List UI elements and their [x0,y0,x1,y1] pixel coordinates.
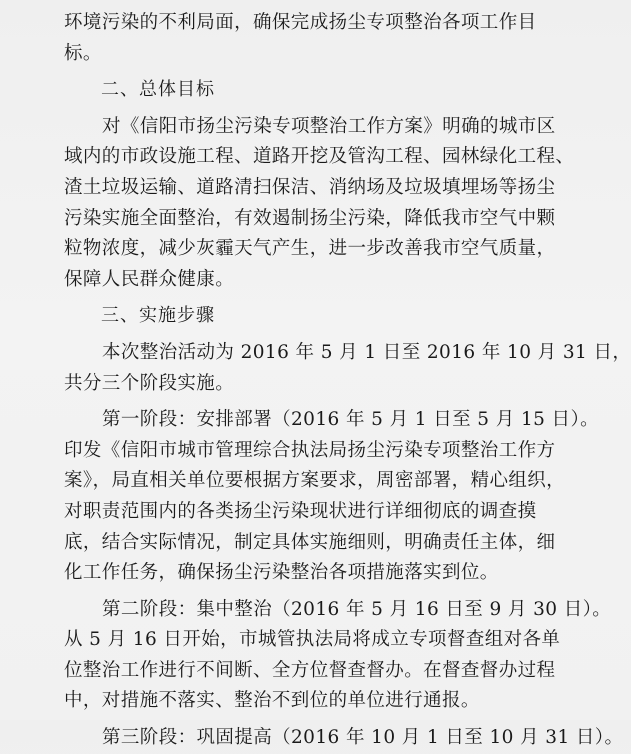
paragraph-line: 底，结合实际情况，制定具体实施细则，明确责任主体，细 [64,531,556,553]
paragraph-line: 本次整治活动为 2016 年 5 月 1 日至 2016 年 10 月 31 日， [102,341,631,363]
paragraph-line: 环境污染的不利局面，确保完成扬尘专项整治各项工作目 [64,12,537,33]
paragraph-line: 第二阶段：集中整治（2016 年 5 月 16 日至 9 月 30 日）。 [102,598,612,620]
paragraph-line: 对职责范围内的各类扬尘污染现状进行详细彻底的调查摸 [64,500,537,522]
paragraph-line: 域内的市政设施工程、道路开挖及管沟工程、园林绿化工程、 [64,146,575,168]
paragraph-line: 化工作任务，确保扬尘污染整治各项措施落实到位。 [64,562,499,584]
paragraph-line: 位整治工作进行不间断、全方位督查督办。在督查督办过程 [64,659,556,681]
paragraph-line: 渣土垃圾运输、道路清扫保洁、消纳场及垃圾填埋场等扬尘 [64,176,556,198]
section-heading-implementation-steps: 三、实施步骤 [101,305,215,327]
paragraph-line: 共分三个阶段实施。 [64,372,235,394]
paragraph-line: 印发《信阳市城市管理综合执法局扬尘污染专项整治工作方 [64,439,556,461]
paragraph-line: 粒物浓度，减少灰霾天气产生，进一步改善我市空气质量， [64,238,556,260]
paragraph-line: 中，对措施不落实、整治不到位的单位进行通报。 [64,690,480,712]
paragraph-line: 第三阶段：巩固提高（2016 年 10 月 1 日至 10 月 31 日）。 [102,727,624,749]
paragraph-line: 案》，局直相关单位要根据方案要求，周密部署，精心组织， [64,470,566,492]
paragraph-line: 保障人民群众健康。 [64,268,235,290]
paragraph-line: 从 5 月 16 日开始，市城管执法局将成立专项督查组对各单 [64,629,561,651]
paragraph-line: 标。 [64,42,102,64]
paragraph-line: 污染实施全面整治，有效遏制扬尘污染，降低我市空气中颗 [64,207,556,229]
paragraph-line: 第一阶段：安排部署（2016 年 5 月 1 日至 5 月 15 日）。 [102,409,600,431]
paragraph-line: 对《信阳市扬尘污染专项整治工作方案》明确的城市区 [102,115,556,137]
section-heading-overall-goal: 二、总体目标 [101,79,215,101]
